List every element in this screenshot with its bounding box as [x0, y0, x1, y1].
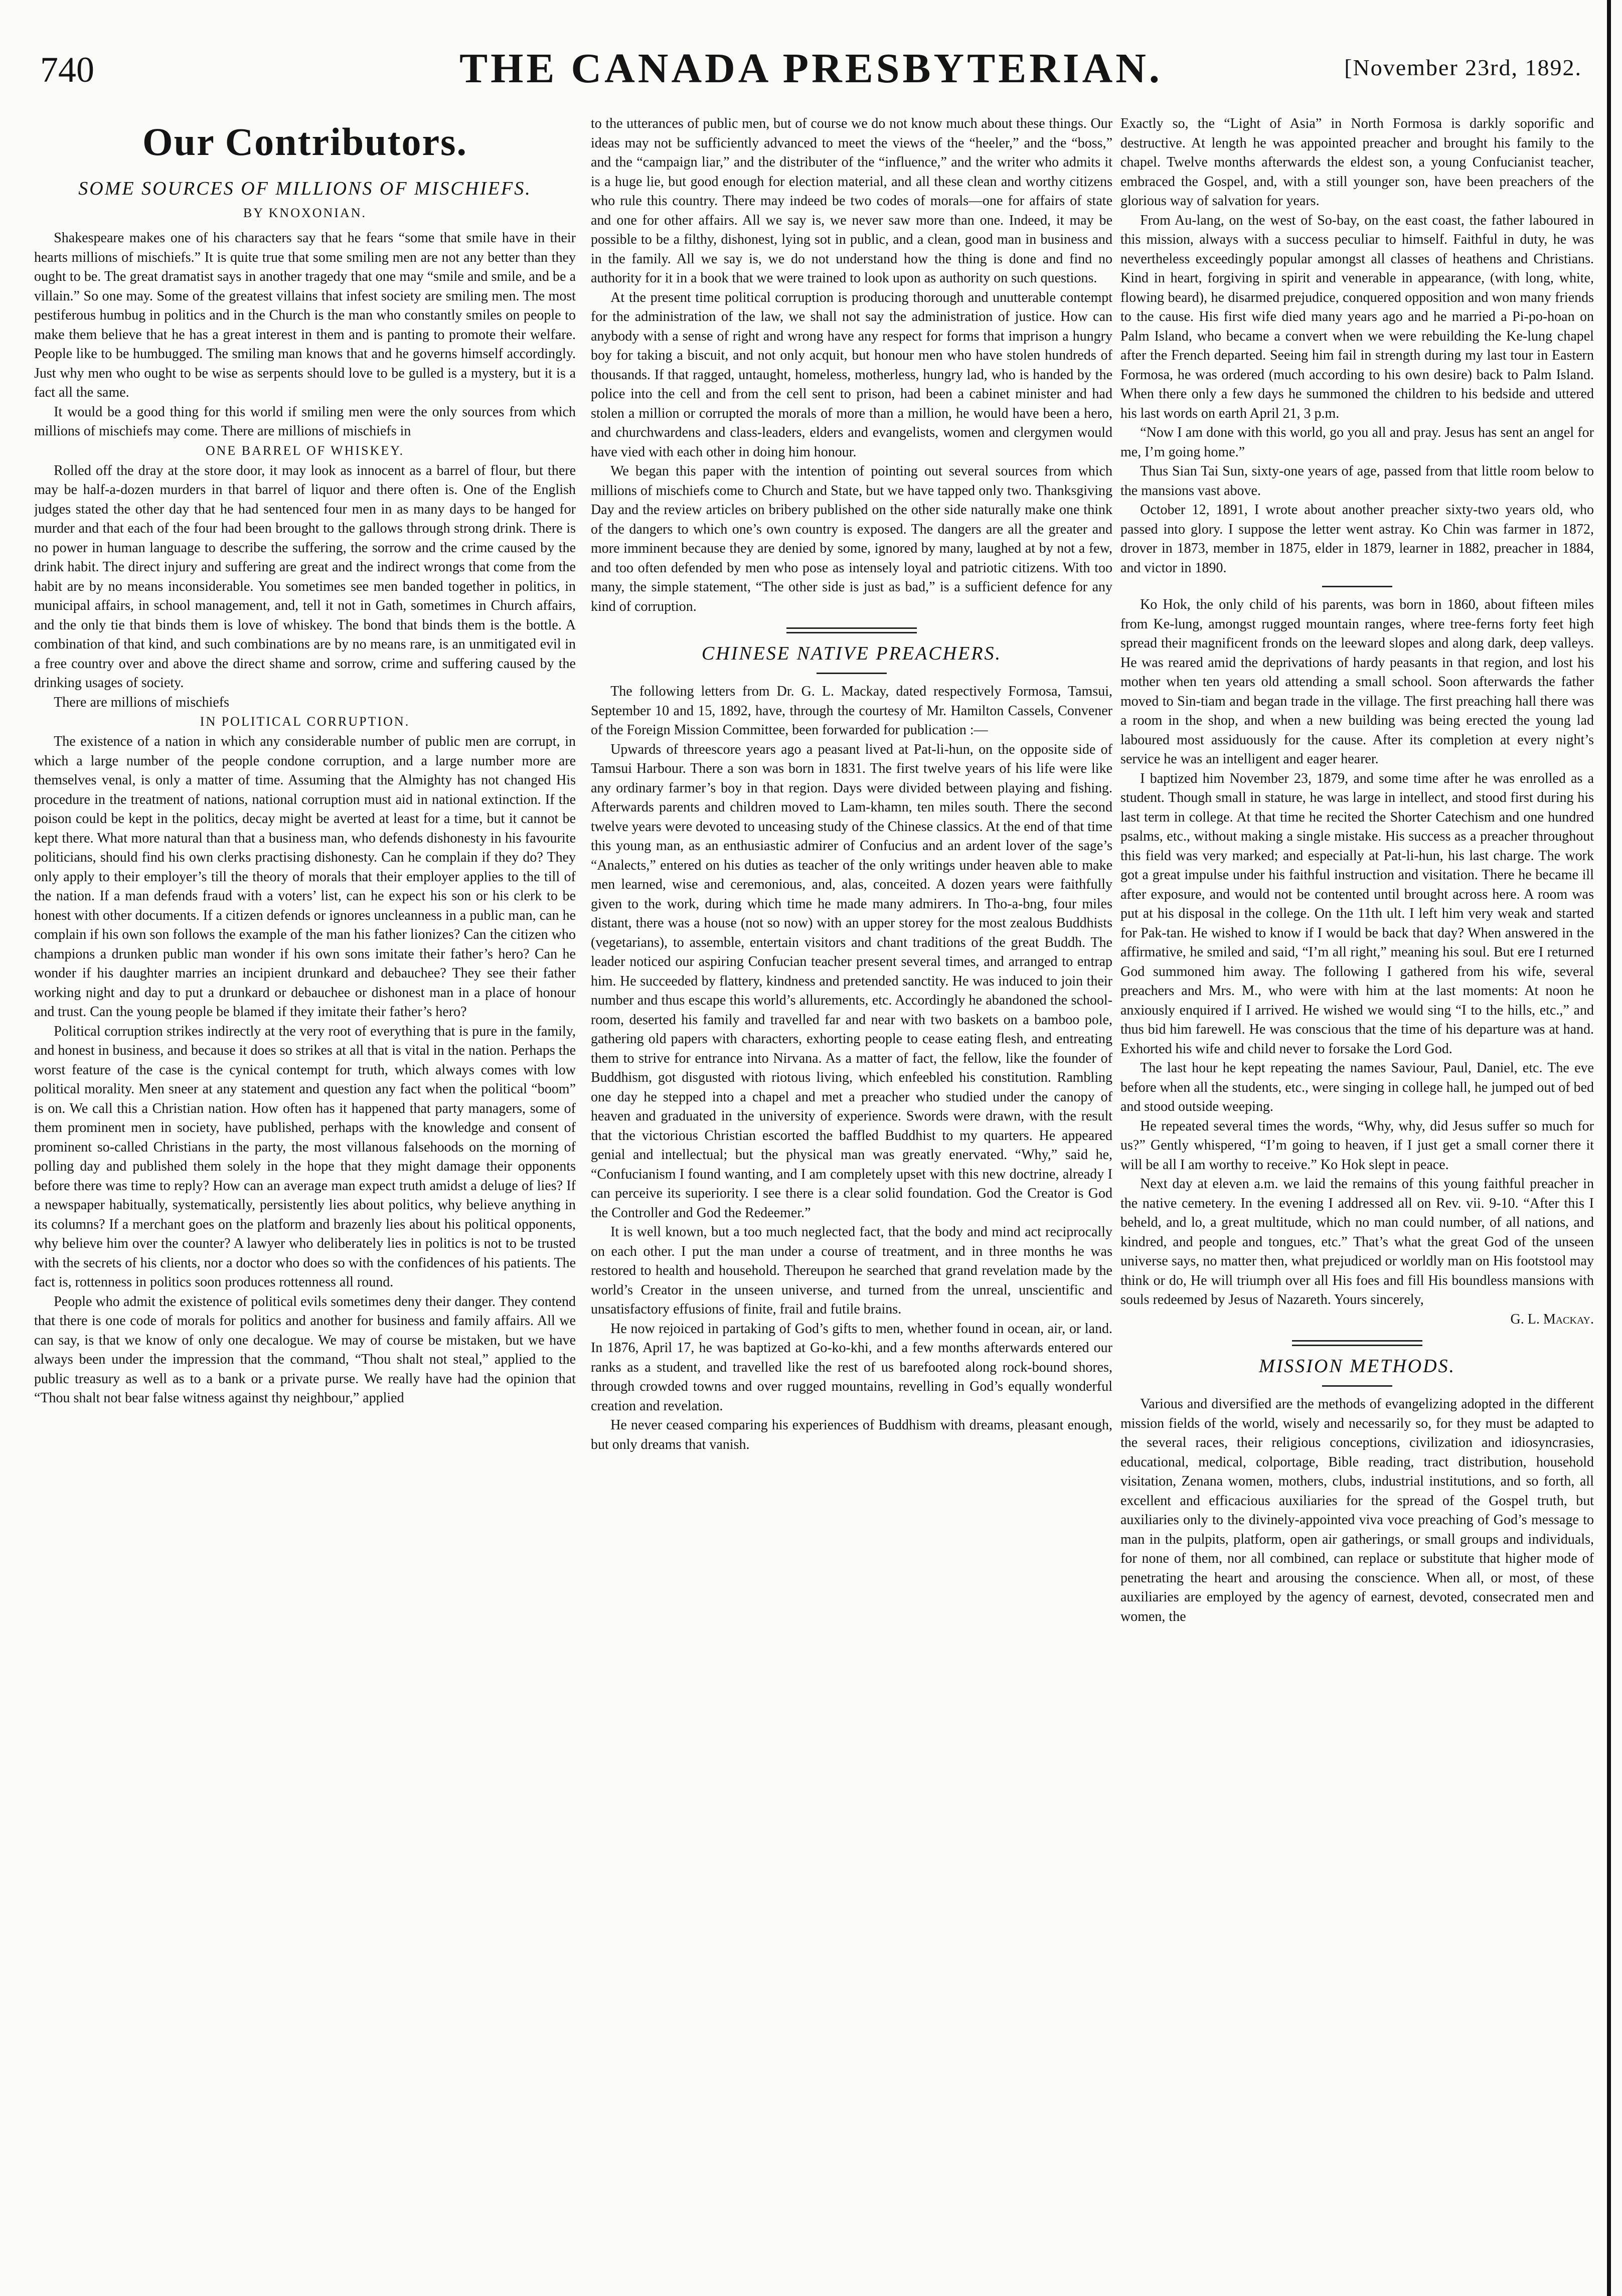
section-divider — [786, 627, 917, 633]
paragraph: We began this paper with the intention of pointing out several sources from which millions of mischiefs come to Church and State, but we have tapped only two. Thanksgiving Day and the review articles on bribery published on the other side naturally make one think of the dangers to which one’s own country is exposed. The dangers are all the greater and more imminent because they are denied by some, ignored by many, laughed at by not a few, and too often defended by men who pose as intensely loyal and patriotic citizens. With too many, the simple statement, “The other side is just as bad,” is a sufficient defence for any kind of corruption. — [591, 463, 1112, 614]
newspaper-title: THE CANADA PRESBYTERIAN. — [459, 45, 1163, 92]
paragraph: Thus Sian Tai Sun, sixty-one years of age, passed from that little room below to the mansions vast above. — [1120, 463, 1594, 499]
title-rule — [1322, 1385, 1392, 1387]
letter-divider — [1322, 586, 1392, 587]
section-divider — [1292, 1340, 1422, 1346]
subheading: IN POLITICAL CORRUPTION. — [200, 714, 410, 729]
column-2 — [591, 114, 1112, 2266]
paragraph: to the utterances of public men, but of course we do not know much about these things. Our ideas may not be sufficiently advanced to meet the views of the “heeler,” and the “boss,” and the “campaign liar,” and the distributer of the “influence,” and the writer who admits it is a huge lie, but good enough for election material, and all these clean and worthy citizens who rule this country. There may indeed be two codes of morals—one for affairs of state and one for other affairs. All we say is, we never saw more than one. Indeed, it may be possible to be a filthy, dishonest, lying sot in public, and a clean, good man in business and in the family. All we say is, we do not understand how the thing is done and find no authority for it in a book that we were trained to look upon as authority on such questions. — [591, 116, 1112, 286]
paragraph: The last hour he kept repeating the names Saviour, Paul, Daniel, etc. The eve before when all the students, etc., were singing in college hall, he jumped out of bed and stood outside weeping. — [1120, 1060, 1594, 1114]
paragraph: The existence of a nation in which any considerable number of public men are corrupt, in which a large number of the people condone corruption, and a large number more are themselves venal, is only a matter of time. Assuming that the Almighty has not changed His procedure in the treatment of nations, national corruption must aid in national extinction. If the poison could be kept in the politics, decay might be averted at least for a time, but it cannot be kept there. What more natural than that a business man, who defends dishonesty in his favourite politicians, should find his own clerks practising dishonesty. Can he complain if they do? They only apply to their employer’s till the theory of morals that their employer applies to the till of the nation. If a man defends fraud with a voters’ list, can he expect his son or his clerk to be honest with other documents. If a citizen defends or ignores uncleanness in a public man, can he complain if his own son follows the example of the man his father lionizes? Can the citizen who champions a drunken public man wonder if his own sons imitate their father’s hero? Can he wonder if his daughter marries an incipient drunkard and debauchee? They see their father working night and day to put a drunkard or debauchee or dishonest man in a place of honour and trust. Can the young people be blamed if they imitate their father’s hero? — [34, 734, 576, 1020]
article-title: MISSION METHODS. — [1258, 1356, 1456, 1377]
article-title: CHINESE NATIVE PREACHERS. — [701, 643, 1002, 664]
paragraph: At the present time political corruption is producing thorough and unutterable contempt for the administration of the law, we shall not say the administration of justice. How can anybody with a sense of right and wrong have any respect for forms that imprison a hungry boy for taking a biscuit, and not only acquit, but honour men who have stolen hundreds of thousands. If that ragged, untaught, homeless, motherless, hungry lad, who is handed by the police into the cell and from the cell sent to prison, had been a cabinet minister and had stolen a million or corrupted the morals of more than a million, he would have been a hero, and churchwardens and class-leaders, elders and evangelists, women and clergymen would have vied with each other in doing him honour. — [591, 289, 1112, 460]
paragraph: The following letters from Dr. G. L. Mackay, dated respectively Formosa, Tamsui, September 10 and 15, 1892, have, through the courtesy of Mr. Hamilton Cassels, Convener of the Foreign Mission Committee, been forwarded for publication :— — [591, 684, 1112, 738]
paragraph: From Au-lang, on the west of So-bay, on the east coast, the father laboured in this mission, always with a success peculiar to himself. Faithful in duty, he was nevertheless exceedingly popular amongst all classes of heathens and Christians. Kind in heart, forgiving in spirit and venerable in appearance, (with long, white, flowing beard), he disarmed prejudice, conquered opposition and won many friends to the cause. His first wife died many years ago and he married a Pi-po-hoan on Palm Island, who became a convert when we were rebuilding the Ke-lung chapel after the French departed. Seeing him fail in strength during my last tour in Eastern Formosa, he was ordered (much according to his own desire) back to Palm Island. When there only a few days he summoned the children to his bedside and uttered his last words on earth April 21, 3 p.m. — [1120, 212, 1594, 421]
subheading: ONE BARREL OF WHISKEY. — [205, 443, 405, 458]
paragraph: I baptized him November 23, 1879, and some time after he was enrolled as a student. Though small in stature, he was large in intellect, and stood first during his last term in college. At that time he recited the Shorter Catechism and one hundred psalms, etc., without making a single mistake. His success as a preacher throughout this field was very marked; and especially at Pat-li-hun, his last charge. The work got a great impulse under his faithful instruction and visitation. There he became ill after exposure, and would not be contented until brought across here. A room was put at his disposal in the college. On the 11th ult. I left him very weak and started for Pak-tan. He wished to know if I would be back that day? When answered in the affirmative, he smiled and said, “I’m all right,” meaning his soul. But ere I returned God summoned him away. The following I gathered from his wife, several preachers and Mrs. M., who were with him at the last moments: At noon he anxiously enquired if I arrived. He wished we would sing “I to the hills, etc.,” and thus bid him farewell. He was conscious that the time of his departure was at hand. Exhorted his wife and child never to forsake the Lord God. — [1120, 770, 1594, 1057]
paragraph: Next day at eleven a.m. we laid the remains of this young faithful preacher in the native cemetery. In the evening I addressed all on Rev. vii. 9-10. “After this I beheld, and lo, a great multitude, which no man could number, of all nations, and kindred, and people and tongues, etc.” That’s what the great God of the unseen universe says, no matter then, what prejudiced or worldly man on His footstool may think or do, He will triumph over all His foes and fill His boundless mansions with souls redeemed by Jesus of Nazareth. Yours sincerely, — [1120, 1176, 1594, 1307]
title-rule — [817, 673, 887, 674]
paragraph: October 12, 1891, I wrote about another preacher sixty-two years old, who passed into glory. I suppose the letter went astray. Ko Chin was farmer in 1872, drover in 1873, member in 1875, elder in 1879, learner in 1882, preacher in 1884, and victor in 1890. — [1120, 502, 1594, 576]
paragraph: Shakespeare makes one of his characters say that he fears “some that smile have in their hearts millions of mischiefs.” It is quite true that some smiling men are not any better than they ought to be. The great dramatist says in another tragedy that one may “smile and smile, and be a villain.” So one may. Some of the greatest villains that infest society are smiling men. The most pestiferous humbug in politics and in the Church is the man who constantly smiles on people to make them believe that he has a great interest in them and is panting to promote their welfare. People like to be humbugged. The smiling man knows that and he governs himself accordingly. Just why men who ought to be wise as serpents should love to be gulled is a mystery, but it is a fact all the same. — [34, 230, 576, 400]
paragraph: There are millions of mischiefs — [54, 694, 230, 710]
article-byline: BY KNOXONIAN. — [243, 206, 367, 220]
issue-date: [November 23rd, 1892. — [1344, 55, 1582, 80]
paragraph: People who admit the existence of political evils sometimes deny their danger. They contend that there is one code of morals for politics and another for business and family affairs. All we can say, is that we know of only one decalogue. We may of course be mistaken, but we have always been under the impression that the command, “Thou shalt not steal,” applied to the public treasury as well as to a bank or a private purse. We really have had the opinion that “Thou shalt not bear false witness against thy neighbour,” applied — [34, 1293, 576, 1406]
column-3 — [1120, 114, 1594, 2266]
paragraph: “Now I am done with this world, go you all and pray. Jesus has sent an angel for me, I’m going home.” — [1120, 425, 1594, 460]
paragraph: Upwards of threescore years ago a peasant lived at Pat-li-hun, on the opposite side of Tamsui Harbour. There a son was born in 1831. The first twelve years of his life were like any ordinary farmer’s boy in that region. Days were divided between playing and fishing. Afterwards parents and children moved to Lam-khamn, ten miles south. There the second twelve years were devoted to unceasing study of the Chinese classics. At the end of that time this young man, as an enthusiastic admirer of Confucius and an ardent lover of the sage’s “Analects,” entered on his duties as teacher of the only writings under heaven able to make men learned, wise and ceremonious, and, alas, conceited. A dozen years were faithfully given to the work, during which time he made many admirers. In Tho-a-bng, four miles distant, there was a house (not so now) with an upper storey for the most zealous Buddhists (vegetarians), to assemble, entertain visitors and chant traditions of the great Buddh. The leader noticed our aspiring Confucian teacher present several times, and arranged to entrap him. He succeeded by flattery, kindness and pretended sanctity. He was induced to join their number and thus escape this world’s allurements, etc. Accordingly he abandoned the school-room, deserted his family and travelled far and near with two baskets on a bamboo pole, gathering old papers with characters, exhorting people to cease eating flesh, and entreating them to strive for entrance into Nirvana. As a matter of fact, the fellow, like the founder of Buddhism, got disgusted with riotous living, which enfeebled his constitution. Rambling one day he stepped into a chapel and met a preacher who studied under the canopy of heaven and graduated in the university of experience. Swords were drawn, with the result that the victorious Christian escorted the baffled Buddhist to my quarters. He appeared genial and intellectual; but the physical man was greatly enervated. “Why,” said he, “Confucianism I found wanting, and I am completely upset with this new doctrine, already I can perceive its superiority. I see there is a clear solid foundation. God the Creator is God the Controller and God the Redeemer.” — [591, 741, 1112, 1221]
paragraph: Ko Hok, the only child of his parents, was born in 1860, about fifteen miles from Ke-lung, amongst rugged mountain ranges, where tree-ferns forty feet high spread their magnificent fronds on the leeward slopes and along dark, deep valleys. He was reared amid the deprivations of hardy peasants in that region, and lost his mother when ten years old attending a small school. Soon afterwards the father moved to Sin-tiam and began trade in the village. The first preaching hall there was a room in the shop, and when a new building was being erected the young lad laboured most assiduously for the cause. After its completion at every night’s service he was an intelligent and eager hearer. — [1120, 597, 1594, 767]
paragraph: Exactly so, the “Light of Asia” in North Formosa is darkly soporific and destructive. At length he was appointed preacher and brought his family to the chapel. Twelve months afterwards the eldest son, a young Confucianist teacher, embraced the Gospel, and, with a still younger son, have been preachers of the glorious way of salvation for years. — [1120, 116, 1594, 209]
paragraph: He repeated several times the words, “Why, why, did Jesus suffer so much for us?” Gently whispered, “I’m going to heaven, if I just get a small corner there it will be all I am worthy to receive.” Ko Hok slept in peace. — [1120, 1118, 1594, 1173]
paragraph: He now rejoiced in partaking of God’s gifts to men, whether found in ocean, air, or land. In 1876, April 17, he was baptized at Go-ko-khi, and a few months afterwards entered our ranks as a student, and travelled like the rest of us barefooted along rock-bound shores, through crowded towns and over rugged mountains, revelling in God’s equally wonderful creation and revelation. — [591, 1321, 1112, 1414]
paragraph: Various and diversified are the methods of evangelizing adopted in the different mission fields of the world, wisely and necessarily so, for they must be adapted to the several races, their religious conceptions, civilization and idiosyncrasies, educational, medical, colportage, Bible reading, tract distribution, household visitation, Zenana women, mothers, clubs, industrial institutions, and so forth, all excellent and efficacious auxiliaries for the spread of the Gospel truth, but auxiliaries only to the divinely-appointed viva voce preaching of God’s message to man in the pulpits, platform, open air gatherings, or small groups and individuals, for none of them, nor all combined, can replace or substitute that higher mode of penetrating the heart and arousing the conscience. When all, or most, of these auxiliaries are employed by the agency of earnest, devoted, consecrated men and women, the — [1120, 1396, 1594, 1624]
page-number: 740 — [40, 50, 94, 90]
page-header — [40, 44, 1582, 104]
paragraph: It is well known, but a too much neglected fact, that the body and mind act reciprocally on each other. I put the man under a course of treatment, and in three months he was restored to health and household. Thereupon he searched that grand revelation made by the world’s Creator in the unseen universe, and turned from the unreal, unscientific and unsatisfactory effusions of finite, frail and futile brains. — [591, 1224, 1112, 1317]
paragraph: Political corruption strikes indirectly at the very root of everything that is pure in the family, and honest in business, and because it does so strikes at all that is vital in the nation. Perhaps the worst feature of the case is the cynical contempt for truth, which always comes with low political morality. Men sneer at any statement and question any fact when the political “boom” is on. We call this a Christian nation. How often has it happened that party managers, some of them prominent men in society, have published, perhaps with the knowledge and consent of prominent so-called Christians in the party, the most villanous falsehoods on the morning of polling day and published them solely in the hope that they might damage their opponents before there was time to reply? How can an average man expect truth amidst a deluge of lies? If a newspaper habitually, systematically, persistently lies about politics, why believe anything in its columns? If a merchant goes on the platform and brazenly lies about his political opponents, why believe him over the counter? A lawyer who deliberately lies in politics is not to be trusted with the secrets of his clients, nor a doctor who does so with the confidences of his patients. The fact is, rottenness in politics soon produces rottenness all round. — [34, 1023, 576, 1290]
article-title: SOME SOURCES OF MILLIONS OF MISCHIEFS. — [78, 178, 532, 199]
signature: G. L. Mackay. — [1510, 1311, 1594, 1327]
paragraph: He never ceased comparing his experiences of Buddhism with dreams, pleasant enough, but only dreams that vanish. — [591, 1417, 1112, 1452]
right-border-rule — [1607, 0, 1611, 2296]
column-1 — [34, 114, 576, 2266]
paragraph: It would be a good thing for this world if smiling men were the only sources from which millions of mischiefs may come. There are millions of mischiefs in — [34, 404, 576, 439]
section-title: Our Contributors. — [142, 120, 467, 163]
paragraph: Rolled off the dray at the store door, it may look as innocent as a barrel of flour, but there may be half-a-dozen murders in that barrel of liquor and there often is. One of the English judges stated the other day that he had sentenced four men in as many days to be hanged for murder and that each of the four had been brought to the gallows through strong drink. There is no power in human language to describe the suffering, the sorrow and the crime caused by the drink habit. The direct injury and suffering are great and the indirect wrongs that come from the habit are by no means inconsiderable. You sometimes see men banded together in politics, in municipal affairs, in school management, and, tell it not in Gath, sometimes in Church affairs, and the only tie that binds them is love of whiskey. The bond that binds them is the bottle. A combination of that kind, and such combinations are by no means rare, is an unmitigated evil in a free country over and above the direct shame and sorrow, crime and suffering caused by the drinking usages of society. — [34, 462, 576, 691]
